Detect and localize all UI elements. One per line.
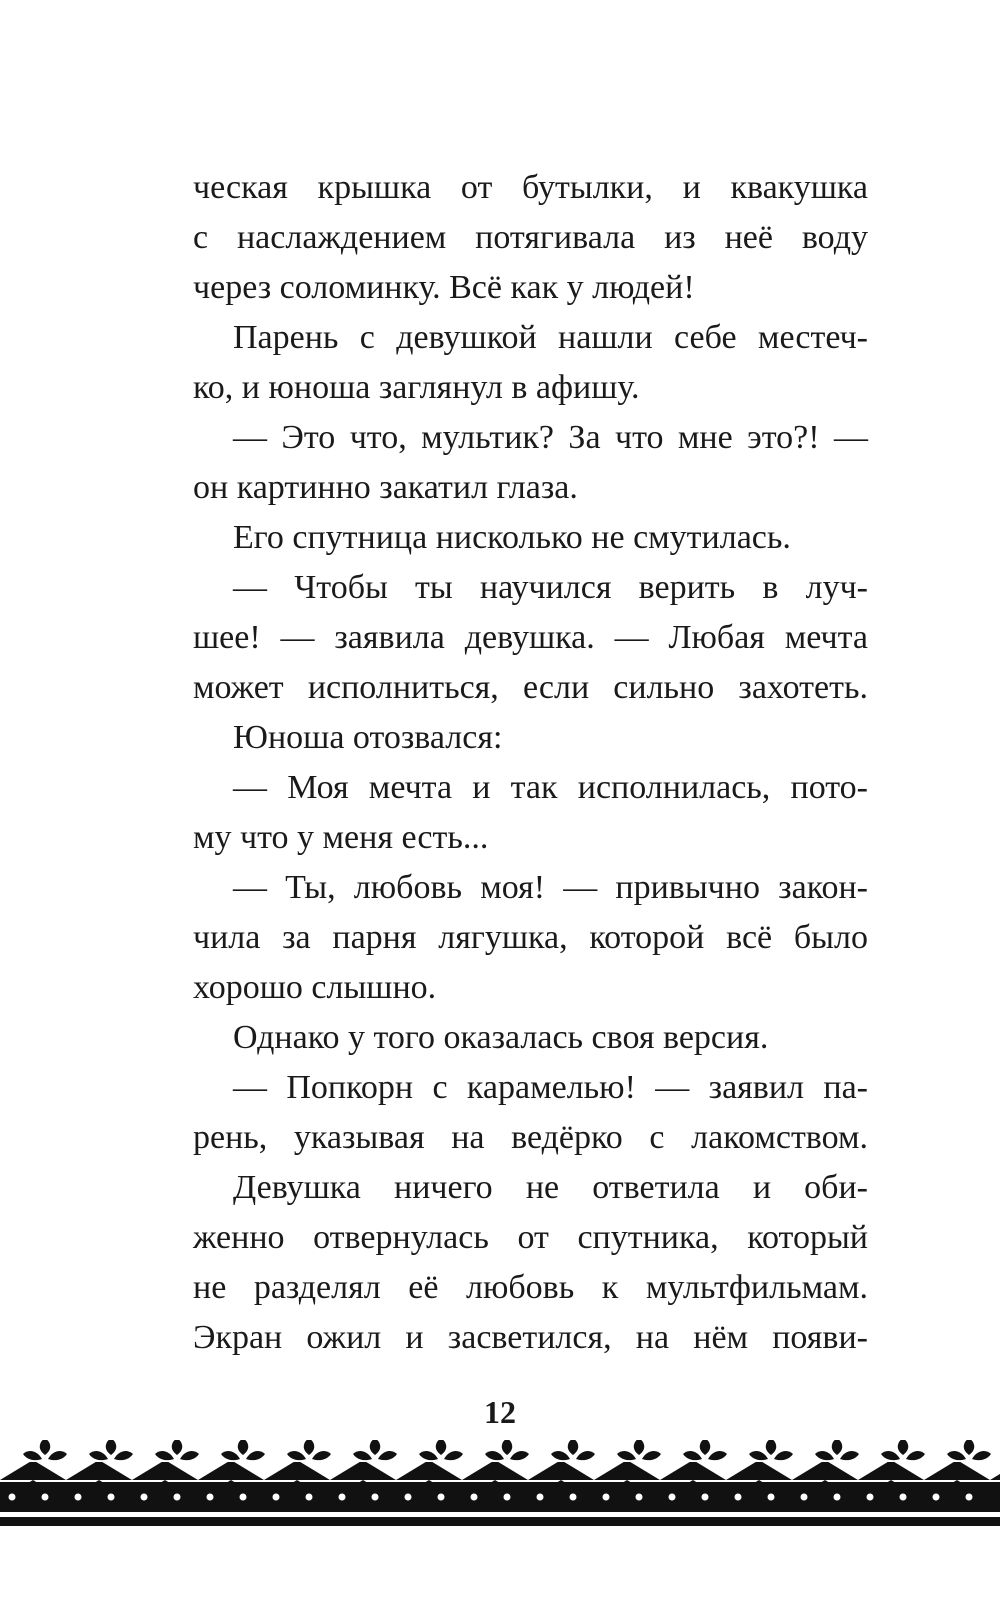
text-line: он картинно закатил глаза.: [193, 469, 578, 506]
dot-ornament: [537, 1494, 544, 1501]
text-line: через соломинку. Всё как у людей!: [193, 269, 695, 306]
dot-ornament: [867, 1494, 874, 1501]
text-line: хорошо слышно.: [193, 969, 437, 1006]
text-line: — Это что, мультик? За что мне это?! —: [233, 419, 868, 456]
dot-ornament: [636, 1494, 643, 1501]
leaf-ornament: [221, 1440, 265, 1460]
leaf-ornament: [353, 1440, 397, 1460]
leaf-ornament: [419, 1440, 463, 1460]
text-line: — Ты, любовь моя! — привычно закон-: [233, 869, 868, 906]
text-line: шее! — заявила девушка. — Любая мечта: [193, 619, 868, 656]
ornament-border: [0, 1440, 1000, 1560]
text-line: чила за парня лягушка, которой всё было: [193, 919, 868, 956]
text-line: ческая крышка от бутылки, и квакушка: [193, 169, 868, 206]
body-text: [193, 163, 868, 1363]
dot-ornament: [141, 1494, 148, 1501]
dot-ornament: [339, 1494, 346, 1501]
text-line: — Моя мечта и так исполнилась, пото-: [233, 769, 868, 806]
dot-ornament: [801, 1494, 808, 1501]
dot-ornament: [669, 1494, 676, 1501]
dot-ornament: [570, 1494, 577, 1501]
text-line: му что у меня есть...: [193, 819, 489, 856]
dot-ornament: [42, 1494, 49, 1501]
leaf-ornament: [881, 1440, 925, 1460]
leaf-ornament: [23, 1440, 67, 1460]
leaf-ornament: [947, 1440, 991, 1460]
text-line: Его спутница нисколько не смутилась.: [233, 519, 791, 556]
dot-ornament: [768, 1494, 775, 1501]
dot-ornament: [900, 1494, 907, 1501]
leaf-ornament: [551, 1440, 595, 1460]
text-line: с наслаждением потягивала из неё воду: [193, 219, 868, 256]
leaf-ornament: [683, 1440, 727, 1460]
dot-ornament: [702, 1494, 709, 1501]
dot-ornament: [405, 1494, 412, 1501]
dot-ornament: [108, 1494, 115, 1501]
dot-ornament: [438, 1494, 445, 1501]
dot-ornament: [603, 1494, 610, 1501]
dot-ornament: [207, 1494, 214, 1501]
text-line: — Попкорн с карамелью! — заявил па-: [233, 1069, 868, 1106]
dot-ornament: [273, 1494, 280, 1501]
text-line: Однако у того оказалась своя версия.: [233, 1019, 769, 1056]
dot-ornament: [372, 1494, 379, 1501]
leaf-ornament: [617, 1440, 661, 1460]
dot-ornament: [240, 1494, 247, 1501]
page-number: 12: [484, 1394, 516, 1430]
leaf-ornament: [749, 1440, 793, 1460]
text-line: может исполниться, если сильно захотеть.: [193, 669, 868, 706]
dot-ornament: [735, 1494, 742, 1501]
text-line: Юноша отозвался:: [233, 719, 503, 756]
text-line: женно отвернулась от спутника, который: [193, 1219, 868, 1256]
dot-ornament: [966, 1494, 973, 1501]
text-line: ко, и юноша заглянул в афишу.: [193, 369, 640, 406]
text-line: Экран ожил и засветился, на нём появи-: [193, 1319, 868, 1356]
text-line: не разделял её любовь к мультфильмам.: [193, 1269, 868, 1306]
text-line: Парень с девушкой нашли себе местеч-: [233, 319, 868, 356]
text-line: — Чтобы ты научился верить в луч-: [233, 569, 868, 606]
text-line: Девушка ничего не ответила и оби-: [233, 1169, 868, 1206]
dot-ornament: [174, 1494, 181, 1501]
text-line: рень, указывая на ведёрко с лакомством.: [193, 1119, 868, 1156]
leaf-ornament: [155, 1440, 199, 1460]
dot-ornament: [834, 1494, 841, 1501]
leaf-ornament: [287, 1440, 331, 1460]
dot-ornament: [504, 1494, 511, 1501]
leaf-ornament: [815, 1440, 859, 1460]
dot-ornament: [471, 1494, 478, 1501]
dot-ornament: [9, 1494, 16, 1501]
dot-ornament: [933, 1494, 940, 1501]
leaf-ornament: [485, 1440, 529, 1460]
leaf-ornament: [89, 1440, 133, 1460]
dot-ornament: [306, 1494, 313, 1501]
dot-ornament: [75, 1494, 82, 1501]
